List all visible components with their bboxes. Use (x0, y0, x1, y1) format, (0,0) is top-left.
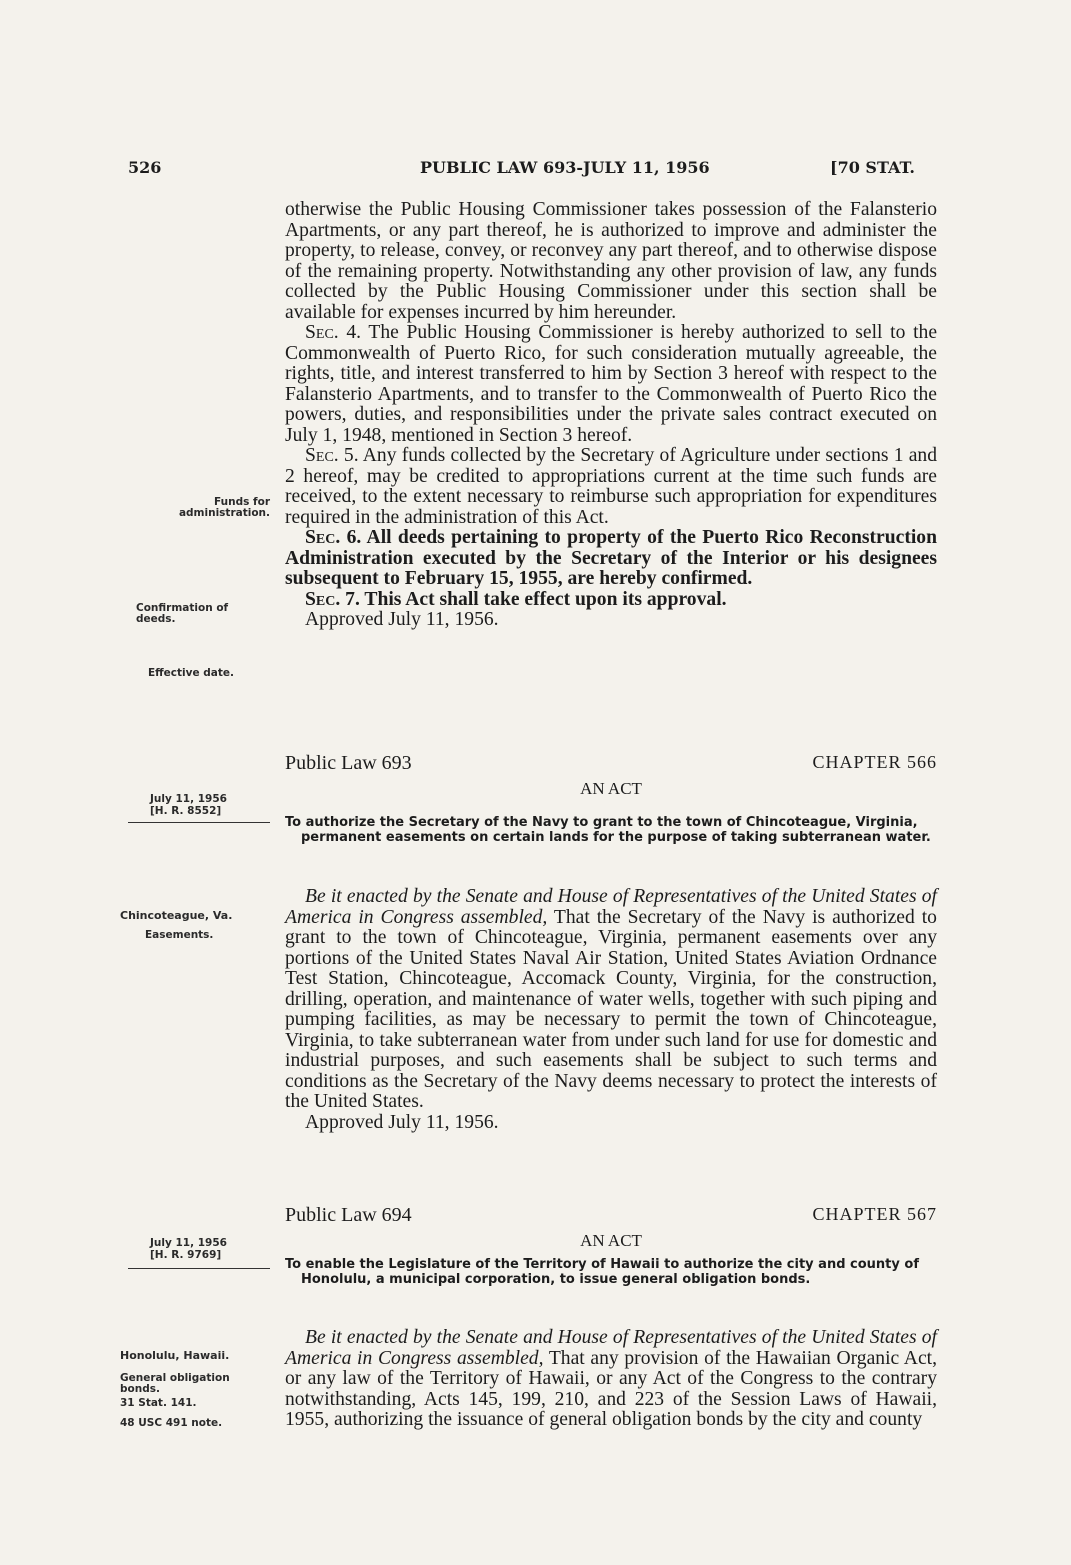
page-header (0, 158, 1071, 188)
law-693-number: Public Law 693 (285, 752, 412, 774)
section-4: Sec. 4. The Public Housing Commissioner is hereby authorized to sell to the Commonwealth of Puerto Rico, for such consideration mutually agreeable, the rights, title, and interest transferred to him by Section 3 hereof with respect to the Falansterio Apartments, and to transfer to the Commonwealth of Puerto Rico the powers, duties, and responsibilities under the private sales contract executed on July 1, 1948, mentioned in Section 3 hereof. (285, 322, 938, 446)
law-694-number: Public Law 694 (285, 1204, 412, 1226)
margin-note-effective: Effective date. (148, 667, 234, 679)
law-693-text: Be it enacted by the Senate and House of Representatives of the United States of America in Congress assembled, That the Secretary of the Navy is authorized to grant to the town of Chincoteague, Virginia, permanent easements over any portions of the United States Naval Air Station, United States Aviation Ordnance Test Station, Chincoteague, Accomack County, Virginia, for the construction, drilling, operation, and maintenance of water wells, together with such piping and pumping facilities, as may be necessary to permit the town of Chincoteague, Virginia, to take subterranean water from under such land for use for domestic and industrial purposes, and such easements shall be subject to such terms and conditions as the Secretary of the Navy deems necessary to protect the interests of the United States. (285, 886, 937, 1112)
margin-note-cite-2: 48 USC 491 note. (120, 1417, 223, 1429)
law-694-act-heading: AN ACT (580, 1231, 642, 1250)
margin-note-bill-694: [H. R. 9769] (150, 1249, 222, 1261)
margin-note-general: General obligation bonds. (120, 1372, 230, 1395)
margin-note-confirmation: Confirmation of deeds. (136, 602, 229, 625)
margin-note-honolulu: Honolulu, Hawaii. (120, 1349, 230, 1362)
margin-note-cite-1: 31 Stat. 141. (120, 1397, 197, 1409)
running-title: PUBLIC LAW 693-JULY 11, 1956 (420, 158, 710, 177)
law-693-body (285, 887, 937, 1133)
law-694-chapter: CHAPTER 567 (812, 1204, 937, 1224)
margin-rule-694 (128, 1268, 270, 1269)
paragraph-continued: otherwise the Public Housing Commissioner takes possession of the Falansterio Apartments, or any part thereof, he is authorized to improve and administer the property, to release, convey, or reconvey any part thereof, and to otherwise dispose of the remaining property. Notwithstanding any other provision of law, any funds collected by the Public Housing Commissioner under this section shall be available for expenses incurred by him hereunder. (285, 199, 937, 323)
approval-line-1: Approved July 11, 1956. (305, 609, 499, 630)
volume-reference: [70 STAT. (830, 158, 915, 177)
law-693-chapter: CHAPTER 566 (812, 752, 937, 772)
law-694-title: To enable the Legislature of the Territory of Hawaii to authorize the city and county of Honolulu, a municipal corporation, to issue general obligation bonds. (285, 1257, 919, 1287)
section-7: Sec. 7. This Act shall take effect upon its approval. (305, 588, 727, 610)
public-law-693-prev-sections (285, 200, 937, 631)
law-693-title: To authorize the Secretary of the Navy to grant to the town of Chincoteague, Virginia, permanent easements on certain lands for the purpose of taking subterranean water. (285, 815, 931, 845)
margin-note-date-694: July 11, 1956 (150, 1237, 227, 1249)
law-694-text: Be it enacted by the Senate and House of Representatives of the United States of America in Congress assembled, That any provision of the Hawaiian Organic Act, or any law of the Territory of Hawaii, or any Act of the Congress to the contrary notwithstanding, Acts 145, 199, 210, and 223 of the Session Laws of Hawaii, 1955, authorizing the issuance of general obligation bonds by the city and county (285, 1327, 937, 1430)
law-693-header (285, 752, 937, 776)
law-693-act-heading: AN ACT (580, 779, 642, 798)
page-number: 526 (128, 158, 162, 177)
margin-rule-693 (128, 822, 270, 823)
margin-note-chincoteague: Chincoteague, Va. (120, 909, 233, 922)
section-6: Sec. 6. All deeds pertaining to property of the Puerto Rico Reconstruction Administration executed by the Secretary of the Interior or his designees subsequent to February 15, 1955, are hereby confirmed. (285, 527, 937, 589)
section-5: Sec. 5. Any funds collected by the Secretary of Agriculture under sections 1 and 2 hereof, may be credited to appropriations current at the time such funds are received, to the extent necessary to reimburse such appropriation for expenditures required in the administration of this Act. (285, 445, 938, 528)
law-694-header (285, 1204, 937, 1228)
margin-note-bill-693: [H. R. 8552] (150, 805, 222, 817)
margin-note-date-693: July 11, 1956 (150, 793, 227, 805)
margin-note-funds: Funds for administration. (178, 496, 270, 519)
law-694-body (285, 1328, 937, 1431)
margin-note-easements: Easements. (145, 929, 214, 941)
approval-line-2: Approved July 11, 1956. (305, 1111, 499, 1133)
